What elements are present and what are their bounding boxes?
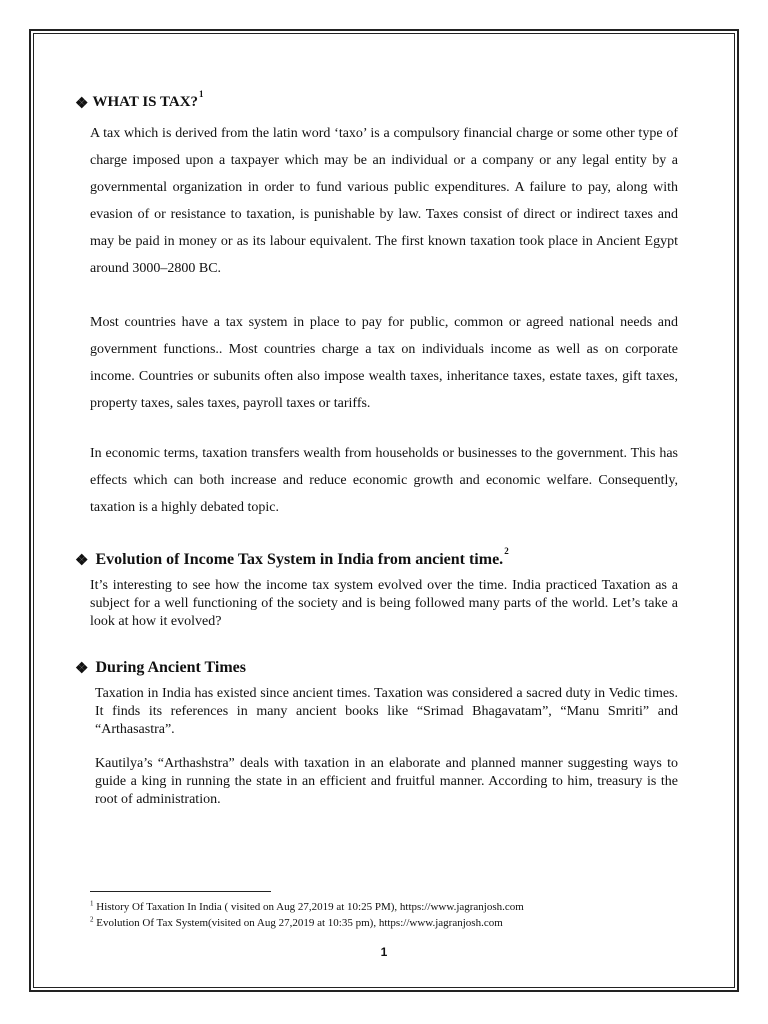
footnote-text: History Of Taxation In India ( visited on Aug 27,2019 at 10:25 PM), https://www.jagranjosh.com	[93, 901, 524, 913]
heading-text: WHAT IS TAX?	[92, 94, 199, 110]
heading-text: During Ancient Times	[95, 659, 246, 676]
footnote-mark: 1	[90, 899, 94, 908]
footnote-1	[90, 900, 524, 914]
footnote-separator	[90, 891, 271, 892]
heading-ancient-times	[75, 659, 246, 679]
paragraph-economic-terms: In economic terms, taxation transfers wealth from households or businesses to the government. This has effects which can both increase and reduce economic growth and economic welfare. Consequently, taxation is a highly debated topic.	[90, 446, 678, 515]
paragraph-kautilya: Kautilya’s “Arthashstra” deals with taxation in an elaborate and planned manner suggesting ways to guide a king in running the state in an efficient and fruitful manner. According to him, treasury is the root of administration.	[95, 756, 678, 807]
paragraph-tax-definition: A tax which is derived from the latin word ‘taxo’ is a compulsory financial charge or some other type of charge imposed upon a taxpayer which may be an individual or a company or any legal entity by a governmental organization in order to fund various public expenditures. A failure to pay, along with evasion of or resistance to taxation, is punishable by law. Taxes consist of direct or indirect taxes and may be paid in money or as its labour equivalent. The first known taxation took place in Ancient Egypt around 3000–2800 BC.	[90, 126, 678, 276]
heading-evolution: ❖ Evolution of Income Tax System in India from ancient time. 2	[75, 546, 509, 569]
diamond-bullet-icon: ❖	[75, 661, 89, 677]
footnote-mark: 2	[90, 915, 94, 924]
footnote-2	[90, 916, 503, 930]
paragraph-tax-systems: Most countries have a tax system in place to pay for public, common or agreed national needs and government functions.. Most countries charge a tax on individuals income as well as on corporate income. Countries or subunits often also impose wealth taxes, inheritance taxes, estate taxes, gift taxes, property taxes, sales taxes, payroll taxes or tariffs.	[90, 315, 678, 411]
diamond-bullet-icon: ❖	[75, 96, 89, 112]
page-number: 1	[380, 945, 388, 959]
paragraph-evolution-intro: It’s interesting to see how the income tax system evolved over the time. India practiced Taxation as a subject for a well functioning of the society and is being followed many parts of the world. Let’s take a look at how it evolved?	[90, 578, 678, 629]
heading-what-is-tax: ❖ WHAT IS TAX? 1	[75, 89, 204, 112]
paragraph-ancient-taxation: Taxation in India has existed since ancient times. Taxation was considered a sacred duty in Vedic times. It finds its references in many ancient books like “Srimad Bhagavatam”, “Manu Smriti” and “Arthasastra”.	[95, 686, 678, 737]
heading-text: Evolution of Income Tax System in India from ancient time.	[95, 551, 504, 568]
footnote-text: Evolution Of Tax System(visited on Aug 27,2019 at 10:35 pm), https://www.jagranjosh.com	[93, 917, 503, 929]
diamond-bullet-icon: ❖	[75, 553, 89, 569]
